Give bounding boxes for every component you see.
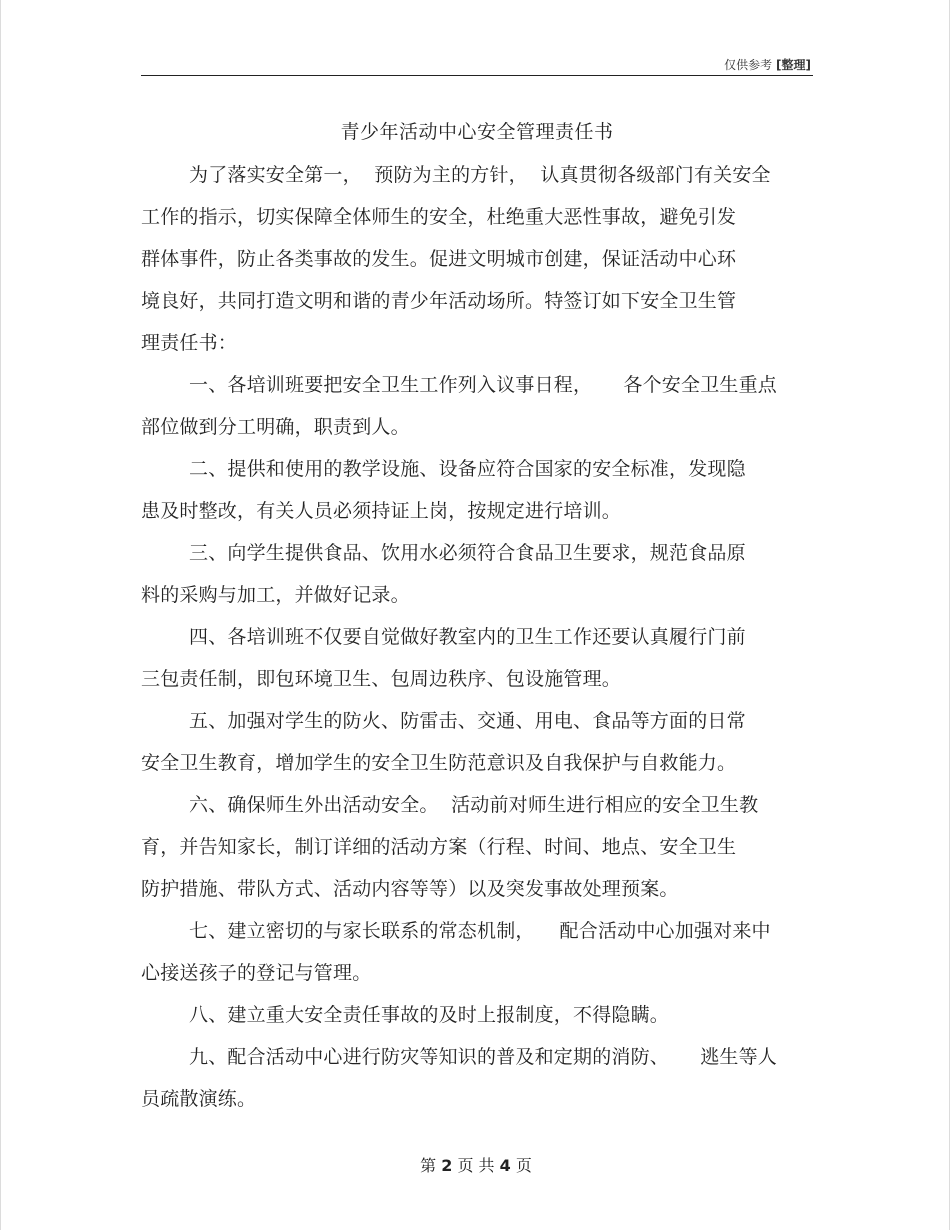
paragraph-line: 二、提供和使用的教学设施、设备应符合国家的安全标准，发现隐 — [189, 458, 746, 480]
paragraph-line: 员疏散演练。 — [141, 1088, 257, 1110]
paragraph-line: 料的采购与加工，并做好记录。 — [141, 584, 410, 606]
paragraph-line: 为了落实安全第一， 预防为主的方针， 认真贯彻各级部门有关安全 — [189, 164, 771, 186]
footer-prefix: 第 — [420, 1156, 442, 1175]
header-divider — [141, 75, 813, 76]
document-body — [141, 154, 821, 1120]
paragraph-line: 育，并告知家长，制订详细的活动方案（行程、时间、地点、安全卫生 — [141, 836, 737, 858]
paragraph — [141, 994, 821, 1036]
paragraph — [141, 364, 821, 448]
header-note-text: 仅供参考 — [724, 58, 773, 72]
paragraph-line: 群体事件，防止各类事故的发生。促进文明城市创建，保证活动中心环 — [141, 248, 737, 270]
footer-suffix: 页 — [510, 1156, 532, 1175]
paragraph-line: 八、建立重大安全责任事故的及时上报制度，不得隐瞒。 — [189, 1004, 670, 1026]
footer-middle: 页 共 — [452, 1156, 500, 1175]
paragraph-line: 一、各培训班要把安全卫生工作列入议事日程， 各个安全卫生重点 — [189, 374, 777, 396]
paragraph-line: 七、建立密切的与家长联系的常态机制， 配合活动中心加强对来中 — [189, 920, 771, 942]
paragraph — [141, 532, 821, 616]
paragraph-line: 三、向学生提供食品、饮用水必须符合食品卫生要求，规范食品原 — [189, 542, 746, 564]
document-title: 青少年活动中心安全管理责任书 — [340, 121, 614, 143]
paragraph — [141, 910, 821, 994]
paragraph-line: 六、确保师生外出活动安全。 活动前对师生进行相应的安全卫生教 — [189, 794, 759, 816]
paragraph-line: 心接送孩子的登记与管理。 — [141, 962, 372, 984]
footer-page-number: 2 — [441, 1156, 453, 1175]
paragraph — [141, 700, 821, 784]
page-footer — [1, 1153, 950, 1176]
paragraph-line: 患及时整改，有关人员必须持证上岗，按规定进行培训。 — [141, 500, 622, 522]
footer-total-pages: 4 — [499, 1156, 511, 1175]
header-note — [724, 56, 811, 73]
paragraph-line: 安全卫生教育，增加学生的安全卫生防范意识及自我保护与自救能力。 — [141, 752, 737, 774]
paragraph-line: 部位做到分工明确，职责到人。 — [141, 416, 410, 438]
paragraph-line: 九、配合活动中心进行防灾等知识的普及和定期的消防、 逃生等人 — [189, 1046, 777, 1068]
paragraph-line: 四、各培训班不仅要自觉做好教室内的卫生工作还要认真履行门前 — [189, 626, 746, 648]
paragraph — [141, 154, 821, 364]
paragraph-line: 工作的指示，切实保障全体师生的安全，杜绝重大恶性事故，避免引发 — [141, 206, 737, 228]
paragraph-line: 境良好，共同打造文明和谐的青少年活动场所。特签订如下安全卫生管 — [141, 290, 737, 312]
header-note-bracket: [整理] — [776, 58, 811, 72]
paragraph-line: 防护措施、带队方式、活动内容等等）以及突发事故处理预案。 — [141, 878, 679, 900]
paragraph — [141, 1036, 821, 1120]
paragraph-line: 三包责任制，即包环境卫生、包周边秩序、包设施管理。 — [141, 668, 622, 690]
paragraph-line: 理责任书： — [141, 332, 238, 354]
paragraph — [141, 616, 821, 700]
paragraph-line: 五、加强对学生的防火、防雷击、交通、用电、食品等方面的日常 — [189, 710, 746, 732]
paragraph — [141, 448, 821, 532]
paragraph — [141, 784, 821, 910]
